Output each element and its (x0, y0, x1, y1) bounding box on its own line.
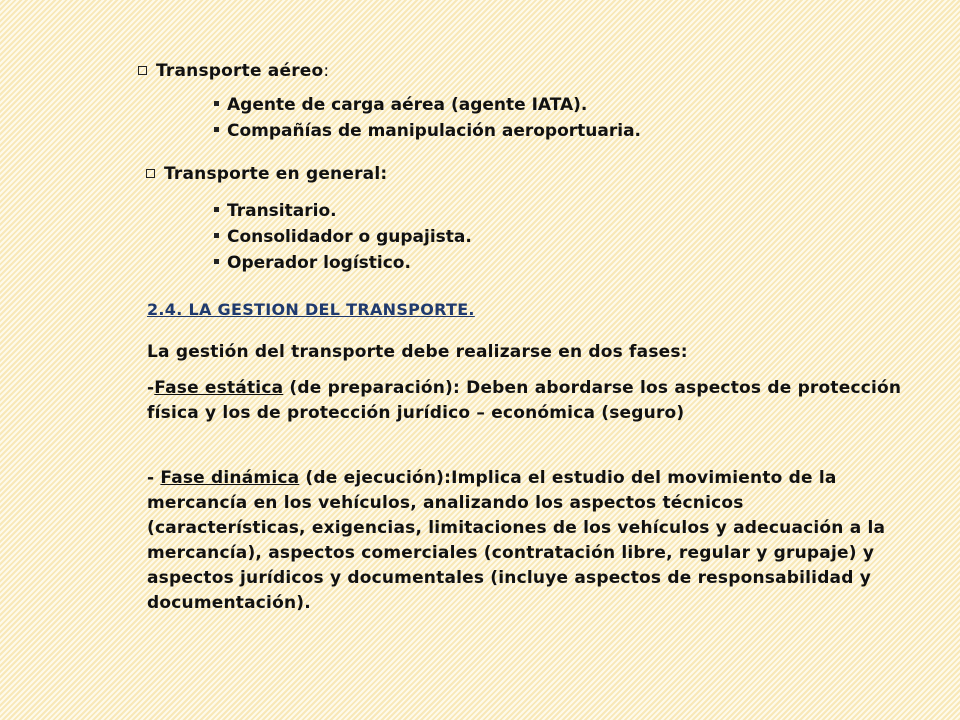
static-phase-term: Fase estática (154, 378, 284, 398)
list-item: Agente de carga aérea (agente IATA). (214, 92, 641, 118)
dynamic-phase-term: Fase dinámica (160, 468, 300, 488)
general-transport-title: Transporte en general: (146, 164, 387, 184)
square-bullet-icon (214, 233, 219, 238)
static-phase-paragraph: -Fase estática (de preparación): Deben abordarse los aspectos de protección física y los de protección jurídico – económica (seguro) (147, 378, 902, 423)
square-bullet-icon (214, 207, 219, 212)
square-bullet-icon (214, 101, 219, 106)
checkbox-bullet-icon (146, 169, 155, 178)
dynamic-phase-paragraph: - Fase dinámica (de ejecución):Implica el estudio del movimiento de la mercancía en los vehículos, analizando los aspectos técnicos (características, exigencias, limitaciones de los vehículos y adecuación a la mercancía), aspectos comerciales (contratación libre, regular y grupaje) y aspectos jurídicos y documentales (incluye aspectos de responsabilidad y documentación). (147, 468, 886, 613)
list-item: Operador logístico. (214, 250, 472, 276)
section-intro: La gestión del transporte debe realizarse en dos fases: (147, 342, 688, 362)
general-transport-list (214, 198, 472, 276)
list-item: Transitario. (214, 198, 472, 224)
list-item: Consolidador o gupajista. (214, 224, 472, 250)
checkbox-bullet-icon (138, 66, 147, 75)
square-bullet-icon (214, 127, 219, 132)
list-item: Compañías de manipulación aeroportuaria. (214, 118, 641, 144)
section-heading: 2.4. LA GESTION DEL TRANSPORTE. (147, 300, 475, 319)
air-transport-title: Transporte aéreo: (138, 61, 329, 81)
air-transport-list (214, 92, 641, 144)
square-bullet-icon (214, 259, 219, 264)
